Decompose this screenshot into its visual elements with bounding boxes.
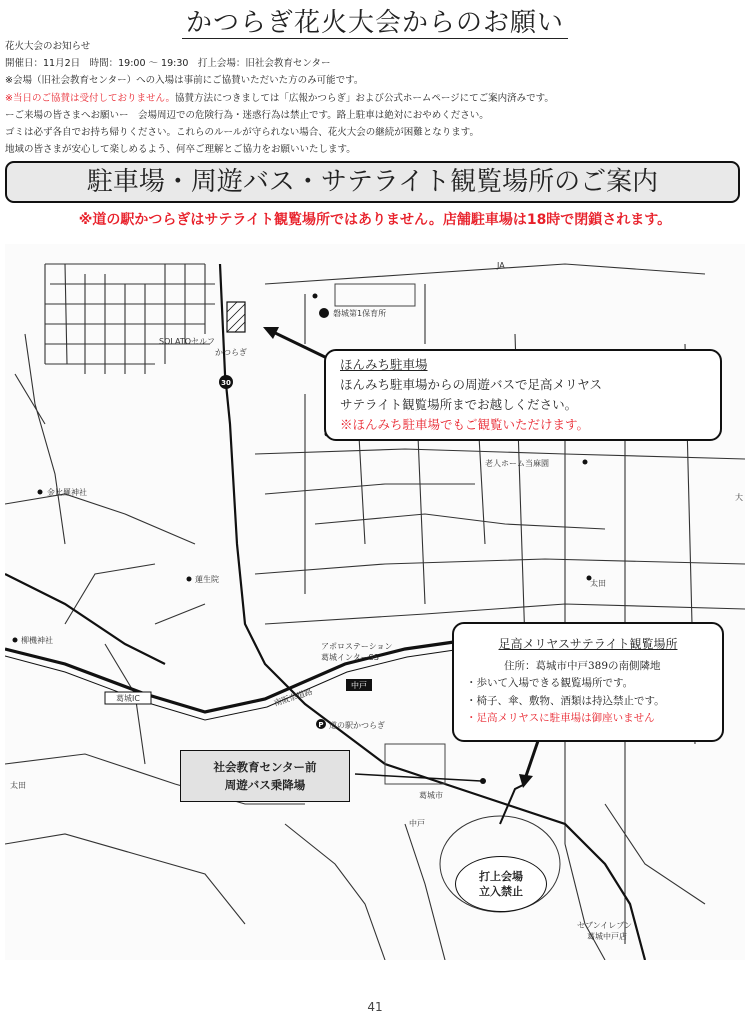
temple-label: 蓮生院 [195,575,219,584]
parking-callout-note: ※ほんみち駐車場でもご観覧いただけます。 [340,417,590,432]
store-label-2: 葛城中戸店 [587,932,627,941]
page-title: かつらぎ花火大会からのお願い [0,2,750,39]
warning-text: ※道の駅かつらぎはサテライト観覧場所ではありません。店舗駐車場は18時で閉鎖されます。 [78,212,672,228]
page-number: 41 [367,1000,383,1014]
notice-line: ※会場（旧社会教育センター）への入場は事前にご協賛いただいた方のみ可能です。 [5,75,364,87]
notice-block [5,38,745,158]
parking-callout-title: ほんみち駐車場 [340,357,428,372]
satellite-callout-title: 足高メリヤスサテライト観覧場所 [498,637,678,651]
svg-text:P: P [318,721,324,729]
satellite-callout [452,622,724,742]
bus-stop-label: 社会教育センター前 [213,760,317,774]
notice-line [5,90,745,107]
place-label-ohta: 太田 [590,579,606,588]
solato-label: SOLATOセルフ [159,337,216,346]
venue-label-2: 立入禁止 [479,885,523,898]
expressway-label: 南阪奈道路 [272,686,314,708]
michinoeki-label: 道の駅かつらぎ [329,721,385,730]
shrine-label-2: 柳機神社 [21,636,53,645]
shrine-label: 金比羅神社 [47,488,87,497]
notice-line: 花火大会のお知らせ [5,41,91,52]
venue-label: 打上会場 [479,870,523,883]
parking-callout [324,349,722,441]
parking-callout-text: サテライト観覧場所までお越しください。 [340,397,578,412]
section-banner: 駐車場・周遊バス・サテライト観覧場所のご案内 [5,161,740,203]
store-label: セブンイレブン [577,921,632,930]
satellite-text: ・歩いて入場できる観覧場所です。 [466,677,634,689]
place-label-right: 大 [735,493,743,502]
ic-label: 葛城IC [116,694,140,703]
city-label: 葛城市 [419,791,443,800]
bus-stop-box [180,750,350,802]
satellite-address: 住所：葛城市中戸389の南側隣地 [504,659,661,672]
nakato-label: 中戸 [409,819,425,828]
nakato-signal: 中戸 [351,681,367,690]
route30-label: 30 [221,379,231,387]
notice-text: 協賛方法につきましては「広報かつらぎ」および公式ホームページにてご案内済みです。 [175,92,554,104]
notice-red-text: ※当日のご協賛は受付しておりません。 [5,92,176,104]
nursery-label: 磐城第1保育所 [333,309,387,318]
ja-label: JA [497,261,505,270]
solato-label-2: かつらぎ [215,348,247,357]
notice-line: ゴミは必ず各自でお持ち帰りください。これらのルールが守られない場合、花火大会の継続が困難となります。 [5,127,480,139]
parking-callout-text: ほんみち駐車場からの周遊バスで足高メリヤス [340,377,603,392]
notice-line: 地域の皆さまが安心して楽しめるよう、何卒ご理解とご協力をお願いいたします。 [5,144,356,156]
launch-venue-badge [455,856,547,912]
elderly-home-label: 老人ホーム当麻園 [485,459,549,468]
satellite-note: ・足高メリヤスに駐車場は御座いません [466,712,655,724]
notice-line: 開催日：11月2日 時間：19:00 ～ 19:30 打上会場：旧社会教育センター [5,58,331,70]
notice-line: ーご来場の皆さまへお願いー 会場周辺での危険行為・迷惑行為は禁止です。路上駐車は絶対におやめください。 [5,109,489,121]
place-label-ohta-2: 太田 [10,781,26,790]
bus-stop-label-2: 周遊バス乗降場 [224,778,306,792]
gas-station-label-2: 葛城インターSS [321,653,379,662]
gas-station-label: アポロステーション [321,642,393,651]
satellite-text: ・椅子、傘、敷物、酒類は持込禁止です。 [466,694,665,707]
